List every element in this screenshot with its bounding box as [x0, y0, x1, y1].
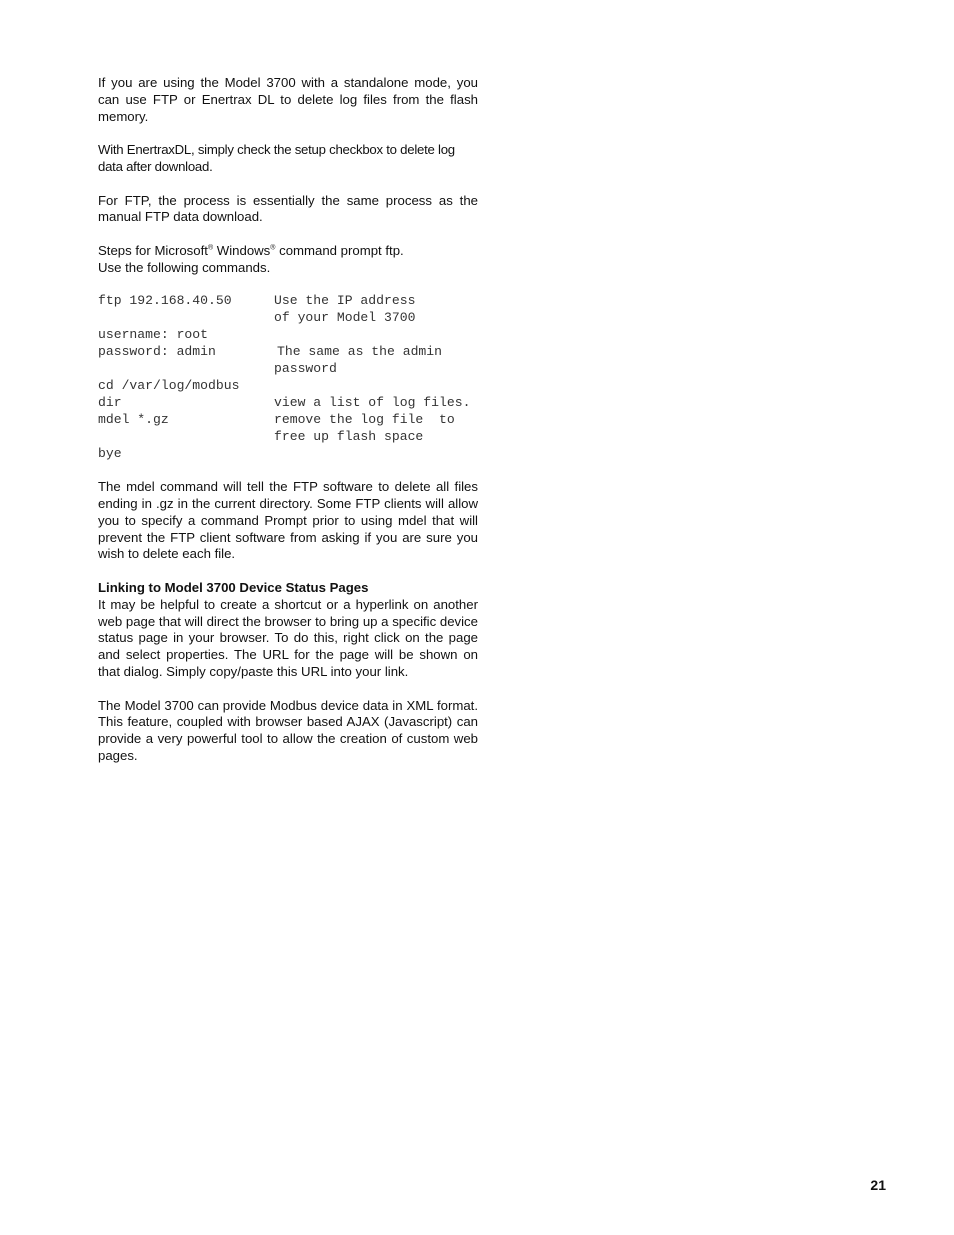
code-row [98, 344, 478, 361]
paragraph-ftp-process: For FTP, the process is essentially the same process as the manual FTP data download. [98, 192, 478, 225]
code-row [98, 446, 478, 463]
registered-mark: ® [270, 244, 276, 252]
code-description: Use the IP address [274, 293, 416, 309]
page-number: 21 [870, 1177, 886, 1193]
code-description [274, 378, 478, 395]
code-row [98, 361, 478, 378]
code-description: remove the log file to [274, 411, 455, 427]
code-command [98, 310, 274, 327]
code-description: of your Model 3700 [274, 310, 416, 326]
code-command: dir [98, 394, 122, 410]
code-command: username: root [98, 327, 209, 343]
paragraph-xml: The Model 3700 can provide Modbus device data in XML format. This feature, coupled with browser based AJAX (Javascript) can provide a very powerful tool to allow the creation of custom web pages. [98, 697, 478, 763]
code-description [274, 446, 478, 463]
paragraph-steps [98, 243, 478, 277]
steps-windows: Windows [213, 242, 271, 258]
paragraph-linking: It may be helpful to create a shortcut or a hyperlink on another web page that will direct the browser to bring up a specific device status page in your browser. To do this, right click on the page and select properties. The URL for the page will be shown on that dialog. Simply copy/paste this URL into your link. [98, 596, 478, 679]
steps-line-2: Use the following commands. [98, 259, 271, 275]
code-command: mdel *.gz [98, 411, 169, 427]
code-description: view a list of log files. [274, 394, 471, 410]
code-command [98, 361, 274, 378]
code-command: password: admin [98, 344, 216, 360]
paragraph-enertrax: With EnertraxDL, simply check the setup checkbox to delete log data after download. [98, 142, 455, 174]
code-row [98, 310, 478, 327]
text-column [98, 75, 478, 782]
registered-mark: ® [207, 244, 214, 252]
code-row [98, 429, 478, 446]
code-row [98, 378, 478, 395]
steps-line-1 [98, 243, 478, 260]
code-row [98, 327, 478, 344]
code-row [98, 395, 478, 412]
code-command: cd /var/log/modbus [98, 377, 240, 393]
section-heading-linking: Linking to Model 3700 Device Status Pages [98, 580, 369, 595]
code-command [98, 429, 274, 446]
paragraph-mdel: The mdel command will tell the FTP software to delete all files ending in .gz in the current directory. Some FTP clients will allow you to specify a command Prompt prior to using mdel that will prevent the FTP client software from asking if you are sure you wish to delete each file. [98, 479, 478, 562]
steps-suffix: command prompt ftp. [275, 242, 404, 258]
code-command: ftp 192.168.40.50 [98, 293, 232, 309]
ftp-command-block [98, 293, 478, 462]
code-description [274, 327, 478, 344]
code-row [98, 293, 478, 310]
code-description: free up flash space [274, 428, 424, 444]
code-row [98, 412, 478, 429]
code-command: bye [98, 445, 122, 461]
code-description: The same as the admin [277, 344, 443, 360]
steps-prefix: Steps for Microsoft [98, 242, 208, 258]
code-description: password [274, 360, 337, 376]
paragraph-standalone: If you are using the Model 3700 with a standalone mode, you can use FTP or Enertrax DL to delete log files from the flash memory. [98, 75, 478, 124]
